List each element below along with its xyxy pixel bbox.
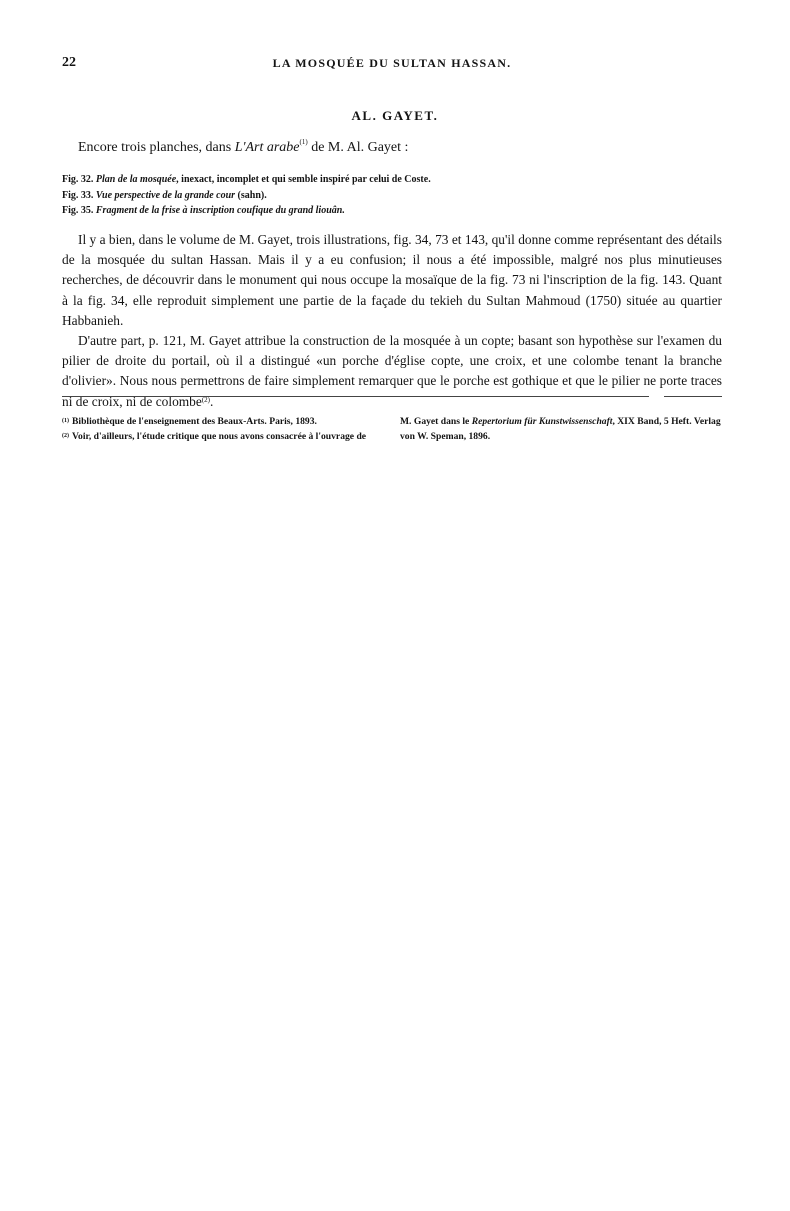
page-header [62, 55, 722, 75]
footnote-continued-end: , XIX Band, 5 Heft. Verlag von W. Speman, 1896. [400, 416, 721, 442]
figure-item [62, 172, 431, 188]
footnote-1 [62, 414, 398, 429]
footnote-text: Bibliothèque de l'enseignement des Beaux-Arts. Paris, 1893. [72, 416, 317, 427]
figure-caption: Plan de la mosquée [95, 174, 177, 185]
footnotes-right-column [400, 414, 722, 444]
book-title: L'Art arabe [234, 140, 300, 155]
figure-list [62, 172, 431, 219]
journal-title: Repertorium für Kunstwissenschaft [471, 416, 613, 427]
footnote-continued: M. Gayet dans le [400, 416, 472, 427]
paragraph-1: Il y a bien, dans le volume de M. Gayet, trois illustrations, fig. 34, 73 et 143, qu'il donne comme représentant des détails de la mosquée du sultan Hassan. Mais il y a eu confusion; il nous a été impossible, malgré nos plus minutieuses recherches, de découvrir dans le monument qui nous occupe la mosaïque de la fig. 73 ni l'inscription de la fig. 143. Quant à la fig. 34, elle reproduit simplement une partie de la façade du tekieh du Sultan Mahmoud (1750) située au quartier Habbanieh. [62, 232, 722, 328]
figure-rest: , inexact, incomplet et qui semble inspiré par celui de Coste. [176, 174, 431, 185]
page-number: 22 [62, 55, 76, 70]
footnote-text: Voir, d'ailleurs, l'étude critique que nous avons consacrée à l'ouvrage de [72, 431, 367, 442]
footnotes-left-column [62, 414, 398, 444]
paragraph-2-text: D'autre part, p. 121, M. Gayet attribue la construction de la mosquée à un copte; basant son hypothèse sur l'examen du pilier de droite du portail, où il a distingué «un porche d'église copte, une croix, et une colombe tenant la branche d'olivier». Nous nous permettrons de faire simplement remarquer que le porche est gothique et que le pilier ne porte traces ni de croix, ni de colombe [62, 333, 722, 409]
paragraph-2-end: . [210, 393, 214, 409]
footnote-marker: (1) [62, 418, 69, 424]
figure-caption: Vue perspective de la grande cour [95, 189, 236, 201]
footnote-ref-1: (1) [299, 138, 308, 146]
figure-item [62, 188, 431, 204]
intro-after: de M. Al. Gayet : [307, 140, 409, 155]
intro-before: Encore trois planches, dans [78, 140, 235, 155]
paragraph-2 [62, 331, 722, 412]
footnote-divider [62, 396, 649, 397]
figure-number: Fig. 35. [62, 205, 94, 216]
figure-item [62, 203, 431, 219]
section-title: AL. GAYET. [351, 108, 439, 123]
footnote-divider-right [664, 396, 722, 397]
running-title: LA MOSQUÉE DU SULTAN HASSAN. [272, 56, 512, 70]
footnote-2 [62, 429, 398, 444]
figure-rest: (sahn). [235, 189, 267, 201]
figure-number: Fig. 33. [62, 189, 94, 201]
figure-number: Fig. 32. [62, 174, 94, 185]
figure-caption: Fragment de la frise à inscription coufique du grand liouân. [95, 205, 345, 216]
intro-line [78, 140, 408, 156]
body-text [62, 230, 722, 412]
footnote-ref-2: (2) [201, 395, 210, 404]
footnote-marker: (2) [62, 433, 69, 439]
